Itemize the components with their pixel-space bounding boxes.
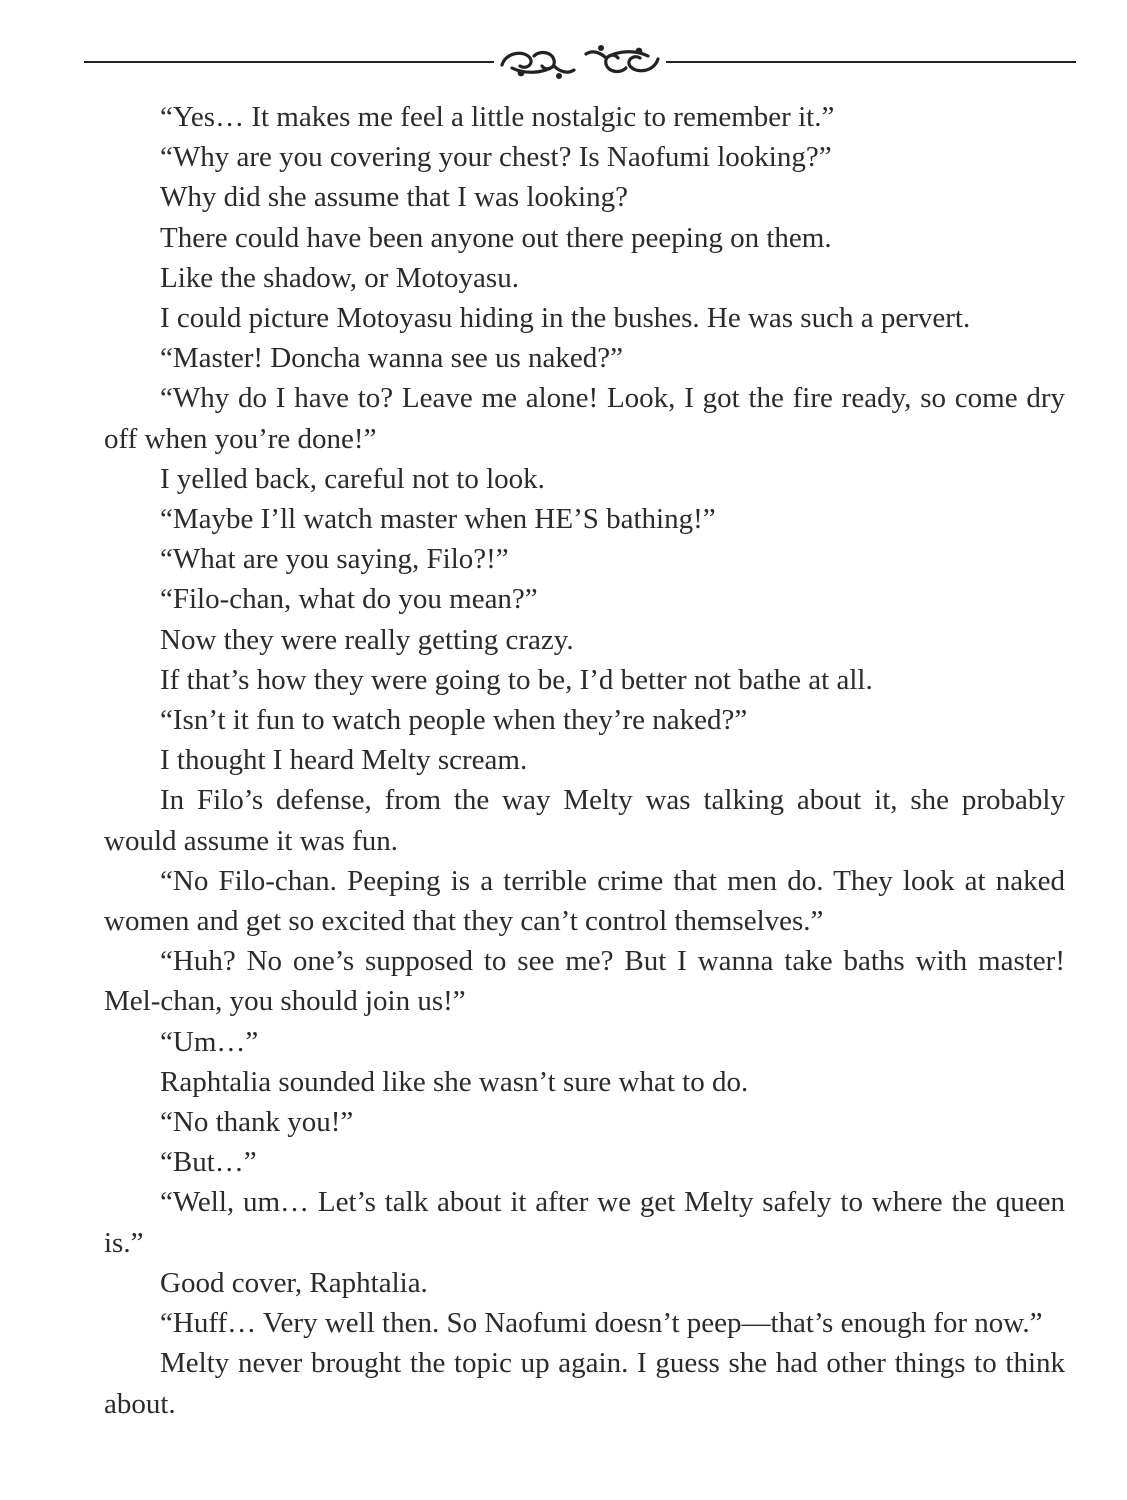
paragraph: Melty never brought the topic up again. I guess she had other things to think about. xyxy=(104,1347,1065,1420)
paragraph: “But…” xyxy=(160,1146,257,1179)
paragraph: Why did she assume that I was looking? xyxy=(160,181,628,214)
paragraph: “Filo-chan, what do you mean?” xyxy=(160,583,538,616)
paragraph: There could have been anyone out there peeping on them. xyxy=(160,221,832,254)
paragraph: Raphtalia sounded like she wasn’t sure what to do. xyxy=(160,1065,749,1098)
paragraph: “Isn’t it fun to watch people when they’re naked?” xyxy=(160,704,748,737)
paragraph: “Why are you covering your chest? Is Naofumi looking?” xyxy=(160,141,832,174)
paragraph: “Why do I have to? Leave me alone! Look, I got the fire ready, so come dry off when you’re done!” xyxy=(104,382,1065,455)
scroll-flourish-icon xyxy=(84,38,1076,86)
paragraph: “No thank you!” xyxy=(160,1106,354,1139)
paragraph: “Well, um… Let’s talk about it after we get Melty safely to where the queen is.” xyxy=(104,1186,1065,1259)
paragraph: Now they were really getting crazy. xyxy=(160,623,574,656)
paragraph: “Huh? No one’s supposed to see me? But I wanna take baths with master! Mel-chan, you should join us!” xyxy=(104,945,1065,1018)
page-header xyxy=(84,38,1076,86)
paragraph: I could picture Motoyasu hiding in the bushes. He was such a pervert. xyxy=(160,302,971,335)
paragraph: Like the shadow, or Motoyasu. xyxy=(160,261,519,294)
body-text xyxy=(104,97,1065,1424)
paragraph: “Huff… Very well then. So Naofumi doesn’t peep—that’s enough for now.” xyxy=(160,1307,1043,1340)
paragraph: “What are you saying, Filo?!” xyxy=(160,543,509,576)
paragraph: Good cover, Raphtalia. xyxy=(160,1266,428,1299)
paragraph: “Master! Doncha wanna see us naked?” xyxy=(160,342,623,375)
paragraph: “Yes… It makes me feel a little nostalgic to remember it.” xyxy=(160,101,835,133)
paragraph: I thought I heard Melty scream. xyxy=(160,744,528,777)
paragraph: “No Filo-chan. Peeping is a terrible crime that men do. They look at naked women and get so excited that they can’t control themselves.” xyxy=(104,864,1065,938)
paragraph: I yelled back, careful not to look. xyxy=(160,462,545,495)
paragraph: “Um…” xyxy=(160,1025,259,1058)
paragraph: “Maybe I’ll watch master when HE’S bathing!” xyxy=(160,503,716,536)
paragraph: In Filo’s defense, from the way Melty was talking about it, she probably would assume it was fun. xyxy=(104,784,1065,857)
paragraph: If that’s how they were going to be, I’d better not bathe at all. xyxy=(160,663,873,696)
